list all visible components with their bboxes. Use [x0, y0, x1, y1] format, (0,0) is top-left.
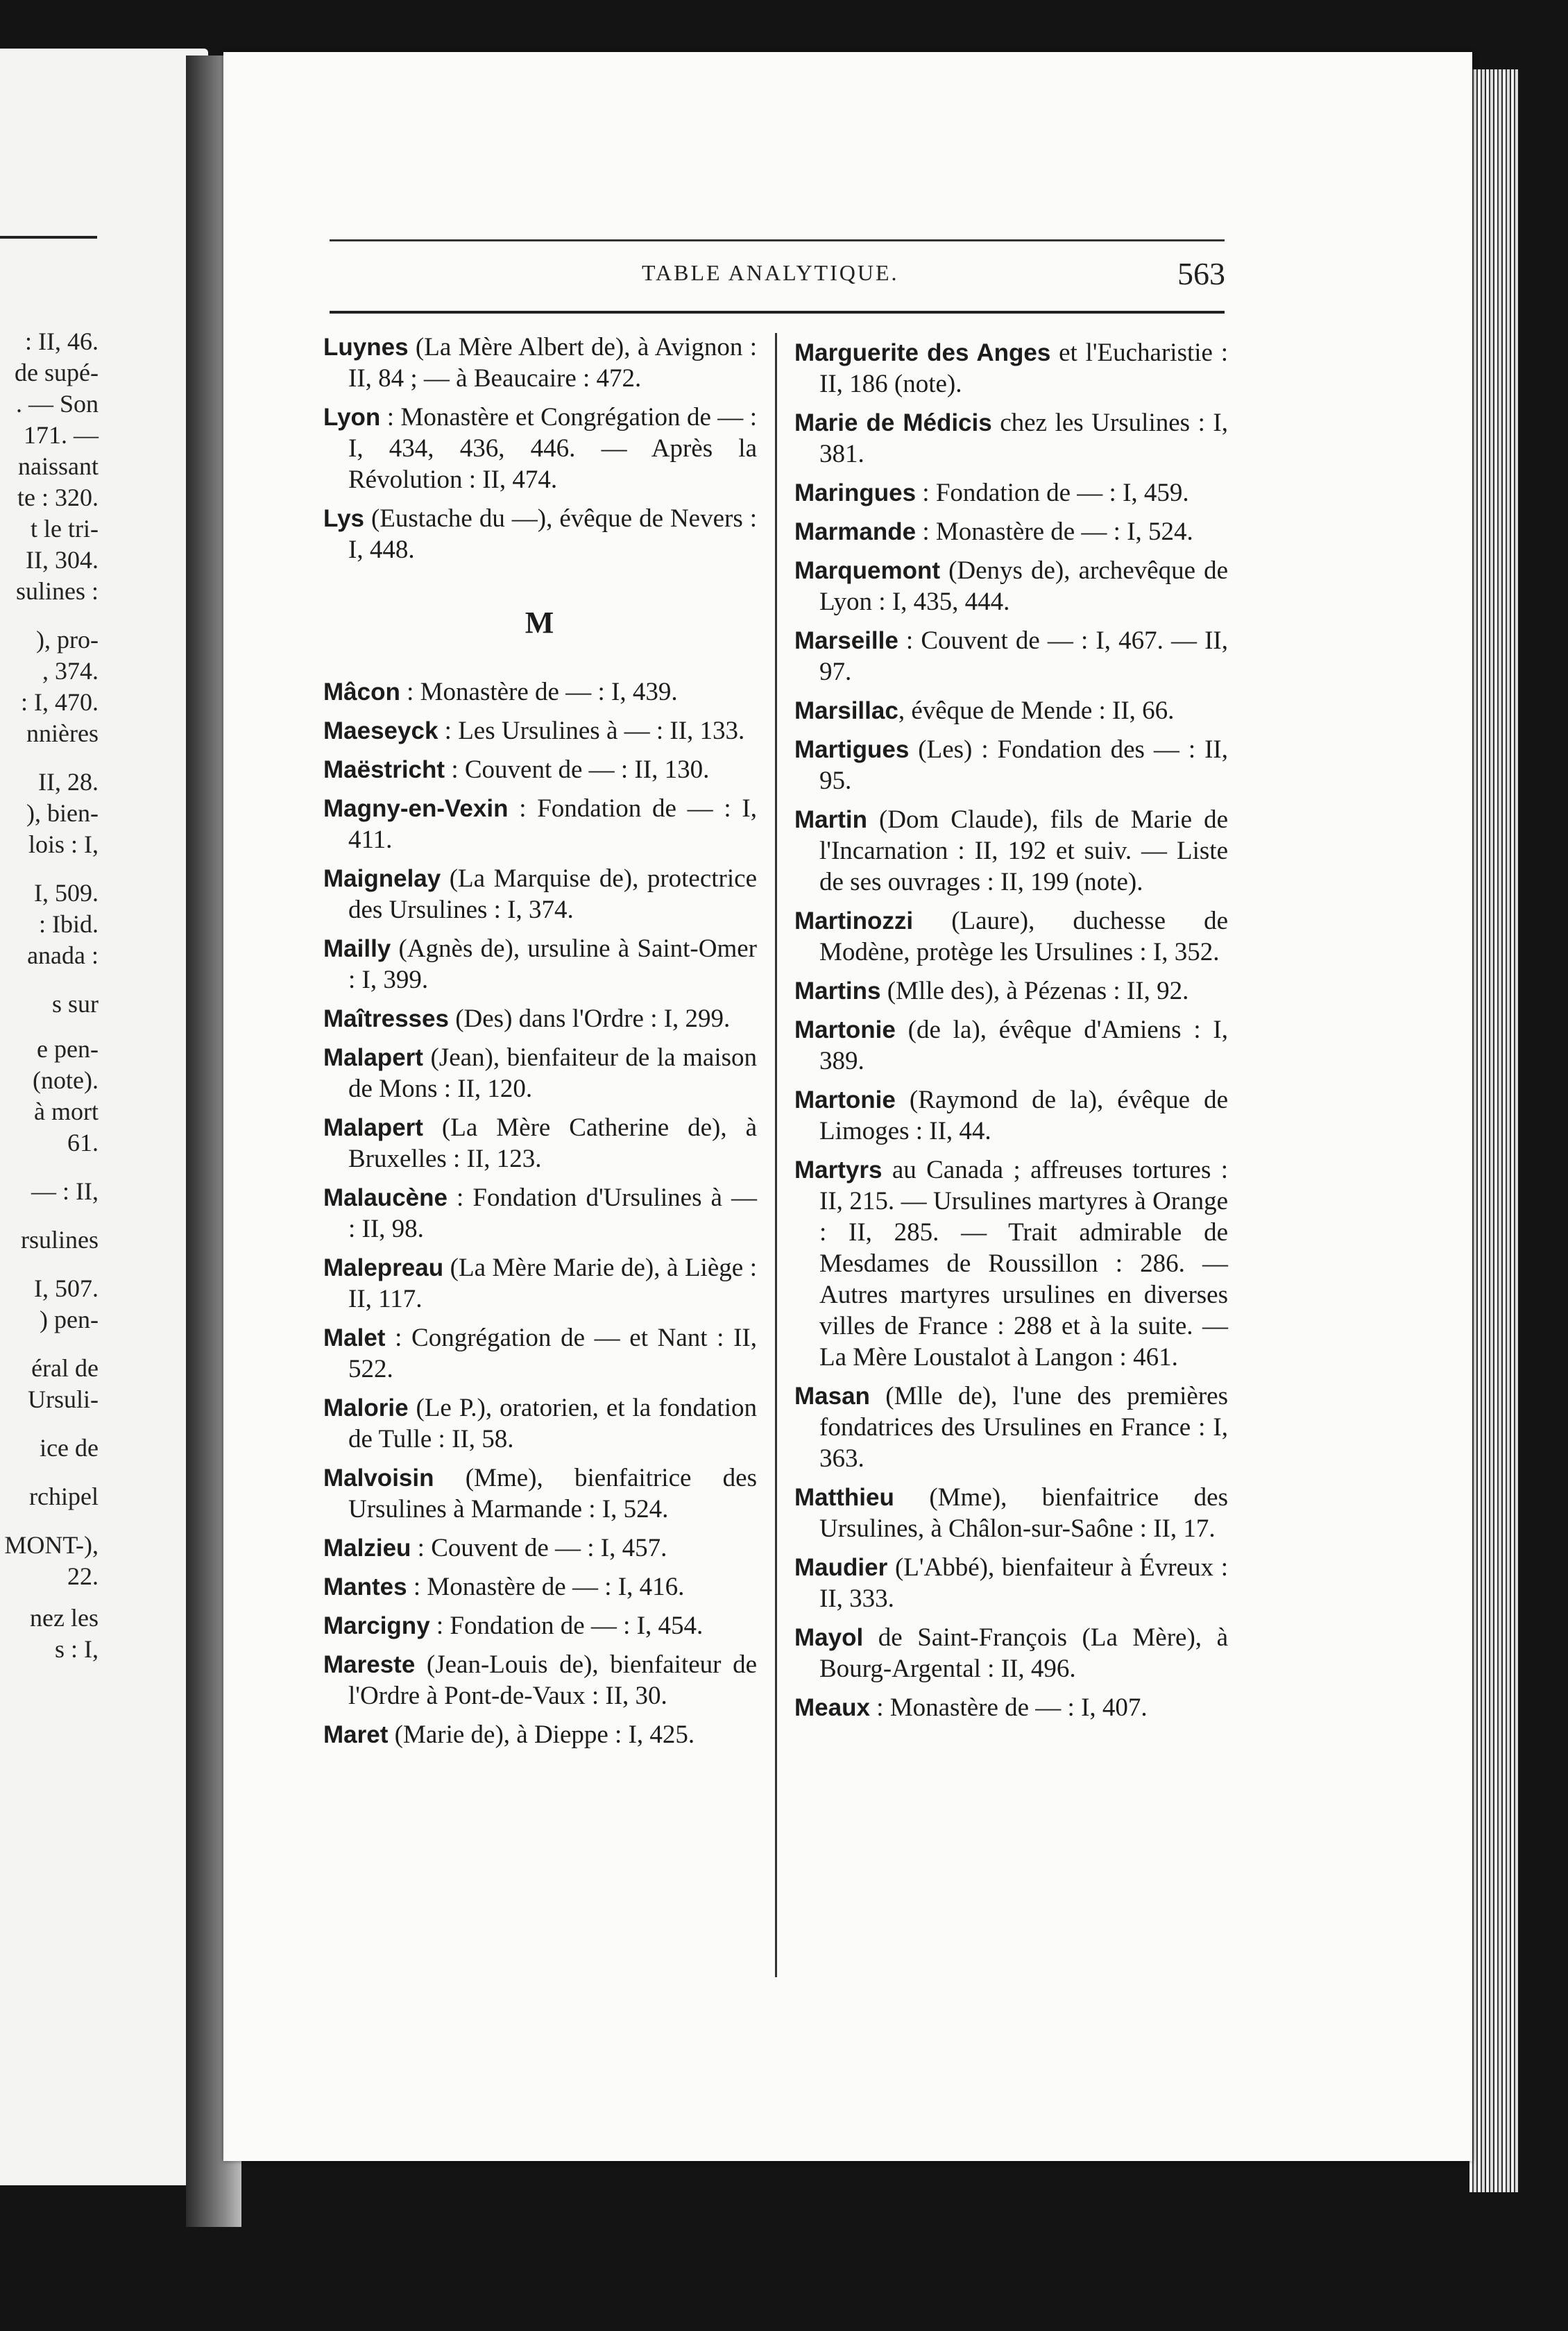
- header-rule-top: [330, 239, 1225, 241]
- left-margin-fragment: lois : I,: [28, 830, 99, 858]
- entry-body: : Les Ursulines à — : II, 133.: [438, 717, 745, 745]
- entry-body: : Monastère de — : I, 407.: [869, 1693, 1148, 1722]
- page-edges: [1469, 69, 1518, 2192]
- left-margin-fragment: II, 28.: [38, 768, 99, 796]
- entry-body: : Fondation de — : I, 459.: [916, 479, 1189, 507]
- entry-body: (Le P.), oratorien, et la fondation de Tulle : II, 58.: [348, 1394, 757, 1453]
- index-entry: [323, 754, 757, 785]
- index-entry: [794, 516, 1228, 547]
- entry-heading: Maudier: [794, 1554, 888, 1581]
- entry-body: (Raymond de la), évêque de Limoges : II, 44.: [819, 1086, 1228, 1145]
- left-margin-fragment: e pen-: [37, 1035, 99, 1063]
- entry-heading: Marquemont: [794, 557, 940, 584]
- index-entry: [323, 402, 757, 495]
- left-margin-fragment: naissant: [18, 452, 99, 480]
- entry-body: et l'Eucharistie : II, 186 (note).: [819, 339, 1228, 398]
- left-margin-fragment: rsulines: [21, 1226, 99, 1254]
- left-margin-fragment: ), pro-: [36, 626, 99, 654]
- left-margin-fragment: : I, 470.: [21, 688, 99, 716]
- left-margin-fragment: ), bien-: [26, 799, 99, 827]
- entry-body: : Monastère de — : I, 439.: [400, 678, 678, 706]
- left-margin-fragment: à mort: [34, 1098, 99, 1125]
- index-entry: [323, 1719, 757, 1750]
- running-header-title: TABLE ANALYTIQUE.: [642, 260, 899, 285]
- entry-heading: Lyon: [323, 404, 381, 431]
- entry-heading: Malapert: [323, 1044, 423, 1071]
- index-entry: [794, 1381, 1228, 1474]
- entry-heading: Maringues: [794, 479, 917, 506]
- entry-body: : Couvent de — : I, 467. — II, 97.: [819, 626, 1228, 686]
- entry-heading: Martinozzi: [794, 907, 914, 934]
- right-entries: [794, 337, 1228, 1723]
- index-entry: [794, 1552, 1228, 1614]
- entry-body: chez les Ursulines : I, 381.: [819, 409, 1228, 468]
- entry-body: (Jean), bienfaiteur de la maison de Mons : II, 120.: [348, 1043, 757, 1103]
- index-entry: [323, 1182, 757, 1245]
- index-entry: [323, 1003, 757, 1034]
- left-margin-fragment: 22.: [67, 1562, 99, 1590]
- entries-before-section: [323, 332, 757, 565]
- entry-heading: Marseille: [794, 627, 898, 654]
- entry-heading: Mareste: [323, 1651, 416, 1678]
- entry-body: (Les) : Fondation des — : II, 95.: [819, 735, 1228, 795]
- entry-body: (La Marquise de), protectrice des Ursulines : I, 374.: [348, 864, 757, 924]
- entry-heading: Mantes: [323, 1573, 407, 1600]
- left-margin-fragment: nnières: [26, 719, 99, 747]
- entry-heading: Malapert: [323, 1114, 423, 1141]
- index-entry: [323, 1392, 757, 1455]
- entry-body: (Eustache du —), évêque de Nevers : I, 448.: [348, 504, 757, 564]
- entry-body: (Marie de), à Dieppe : I, 425.: [388, 1720, 695, 1749]
- left-margin-fragment: de supé-: [15, 359, 99, 386]
- entry-heading: Marmande: [794, 518, 917, 545]
- entry-body: (Des) dans l'Ordre : I, 299.: [448, 1005, 731, 1033]
- index-entry: [323, 1252, 757, 1315]
- index-entry: [323, 1322, 757, 1385]
- index-entry: [794, 1084, 1228, 1147]
- entry-body: : Fondation de — : I, 454.: [429, 1612, 704, 1640]
- entry-heading: Malorie: [323, 1394, 409, 1421]
- entry-body: (Jean-Louis de), bienfaiteur de l'Ordre à Pont-de-Vaux : II, 30.: [348, 1650, 757, 1710]
- left-margin-fragment: , 374.: [42, 657, 99, 685]
- entry-heading: Maret: [323, 1721, 389, 1748]
- left-margin-fragment: Ursuli-: [28, 1385, 99, 1413]
- index-entry: [323, 676, 757, 708]
- entry-body: de Saint-François (La Mère), à Bourg-Argental : II, 496.: [819, 1623, 1228, 1683]
- entry-body: (Mlle de), l'une des premières fondatrices des Ursulines en France : I, 363.: [819, 1382, 1228, 1473]
- index-entry: [794, 734, 1228, 796]
- left-margin-fragment: nez les: [30, 1604, 99, 1632]
- entry-heading: Malzieu: [323, 1535, 411, 1562]
- page-number: 563: [1177, 256, 1225, 291]
- left-margin-fragment: s : I,: [55, 1635, 99, 1663]
- entry-heading: Marcigny: [323, 1612, 430, 1639]
- entry-heading: Matthieu: [794, 1484, 894, 1511]
- entry-heading: Malet: [323, 1324, 386, 1351]
- header-rule-bottom: [330, 311, 1225, 314]
- entry-heading: Lys: [323, 505, 365, 532]
- left-margin-fragment: II, 304.: [26, 546, 99, 574]
- index-entry: [323, 332, 757, 394]
- entry-heading: Marie de Médicis: [794, 409, 992, 436]
- entry-body: (La Mère Marie de), à Liège : II, 117.: [348, 1254, 757, 1313]
- left-margin-fragment: ice de: [40, 1434, 99, 1462]
- index-entry: [794, 1014, 1228, 1077]
- entry-body: : Monastère de — : I, 416.: [407, 1573, 685, 1601]
- entry-body: : Couvent de — : I, 457.: [411, 1534, 667, 1562]
- entry-heading: Martin: [794, 806, 867, 833]
- entry-body: (La Mère Catherine de), à Bruxelles : II, 123.: [348, 1113, 757, 1173]
- left-margin-fragment: s sur: [51, 990, 99, 1018]
- left-margin-fragment: — : II,: [31, 1177, 99, 1205]
- left-margin-fragment: rchipel: [29, 1483, 99, 1510]
- entry-body: , évêque de Mende : II, 66.: [898, 697, 1175, 725]
- entry-heading: Masan: [794, 1383, 870, 1410]
- entry-body: (Mlle des), à Pézenas : II, 92.: [880, 977, 1189, 1005]
- section-letter: M: [525, 606, 556, 640]
- entry-heading: Marguerite des Anges: [794, 339, 1051, 366]
- entries-after-section: [323, 676, 757, 1750]
- left-margin-fragment: : Ibid.: [39, 910, 99, 938]
- entry-body: : Monastère et Congrégation de — : I, 434, 436, 446. — Après la Révolution : II, 474.: [348, 403, 757, 494]
- index-entry: [794, 1482, 1228, 1544]
- entry-heading: Mailly: [323, 935, 391, 962]
- entry-body: (L'Abbé), bienfaiteur à Évreux : II, 333.: [819, 1553, 1228, 1613]
- left-margin-fragment: sulines :: [15, 577, 99, 605]
- entry-heading: Martyrs: [794, 1156, 883, 1184]
- entry-heading: Malvoisin: [323, 1465, 434, 1492]
- entry-heading: Magny-en-Vexin: [323, 795, 509, 822]
- left-margin-fragment: I, 509.: [34, 879, 99, 907]
- index-entry: [323, 863, 757, 925]
- index-entry: [794, 975, 1228, 1007]
- index-entry: [794, 804, 1228, 898]
- entry-heading: Malaucène: [323, 1184, 448, 1211]
- entry-body: : Fondation d'Ursulines à — : II, 98.: [348, 1184, 757, 1243]
- entry-body: (Laure), duchesse de Modène, protège les Ursulines : I, 352.: [819, 907, 1228, 966]
- index-entry: [323, 1649, 757, 1711]
- entry-body: : Congrégation de — et Nant : II, 522.: [348, 1324, 757, 1383]
- left-margin-fragment: t le tri-: [31, 515, 99, 543]
- left-margin-fragment: (note).: [33, 1066, 99, 1094]
- index-entry: [323, 1112, 757, 1175]
- index-entry: [323, 1610, 757, 1641]
- left-page-rule: [0, 236, 97, 239]
- right-column: [794, 337, 1228, 1731]
- index-entry: [323, 503, 757, 565]
- entry-body: (Mme), bienfaitrice des Ursulines à Marmande : I, 524.: [348, 1464, 757, 1523]
- left-margin-fragment: ) pen-: [40, 1306, 99, 1333]
- index-entry: [794, 337, 1228, 400]
- entry-heading: Maeseyck: [323, 717, 438, 744]
- column-divider: [775, 333, 777, 1977]
- index-entry: [794, 1692, 1228, 1723]
- entry-body: : Couvent de — : II, 130.: [445, 755, 710, 784]
- index-entry: [323, 933, 757, 996]
- entry-heading: Luynes: [323, 334, 409, 361]
- left-margin-fragment: 171. —: [24, 421, 99, 449]
- entry-heading: Martigues: [794, 736, 910, 763]
- index-entry: [323, 793, 757, 855]
- index-entry: [794, 1154, 1228, 1373]
- entry-heading: Meaux: [794, 1694, 870, 1721]
- entry-heading: Malepreau: [323, 1254, 444, 1281]
- entry-heading: Martonie: [794, 1016, 896, 1043]
- entry-body: (Dom Claude), fils de Marie de l'Incarnation : II, 192 et suiv. — Liste de ses ouvrages : II, 199 (note).: [819, 805, 1228, 896]
- index-entry: [794, 1622, 1228, 1684]
- entry-heading: Maîtresses: [323, 1005, 449, 1032]
- index-entry: [794, 695, 1228, 726]
- left-page: [0, 49, 208, 2185]
- entry-heading: Mayol: [794, 1624, 864, 1651]
- index-entry: [794, 625, 1228, 688]
- entry-body: (La Mère Albert de), à Avignon : II, 84 ; — à Beaucaire : 472.: [348, 333, 757, 393]
- entry-heading: Martonie: [794, 1086, 896, 1113]
- entry-body: (Mme), bienfaitrice des Ursulines, à Châlon-sur-Saône : II, 17.: [819, 1483, 1228, 1543]
- index-entry: [323, 1462, 757, 1525]
- entry-body: : Fondation de — : I, 411.: [348, 794, 757, 854]
- index-entry: [323, 715, 757, 746]
- left-margin-fragment: . — Son: [15, 390, 99, 418]
- entry-heading: Mâcon: [323, 678, 400, 706]
- left-margin-fragment: : II, 46.: [25, 327, 99, 355]
- index-entry: [323, 1571, 757, 1603]
- left-margin-fragment: éral de: [31, 1354, 99, 1382]
- left-margin-fragment: MONT-),: [4, 1531, 99, 1559]
- left-column: [323, 332, 757, 1758]
- index-entry: [323, 1042, 757, 1104]
- entry-heading: Maignelay: [323, 865, 441, 892]
- entry-body: (Agnès de), ursuline à Saint-Omer : I, 399.: [348, 934, 757, 994]
- entry-body: (Denys de), archevêque de Lyon : I, 435, 444.: [819, 556, 1228, 616]
- index-entry: [794, 905, 1228, 968]
- entry-body: (de la), évêque d'Amiens : I, 389.: [819, 1016, 1228, 1075]
- left-margin-fragment: te : 320.: [17, 484, 99, 511]
- entry-heading: Martins: [794, 977, 881, 1005]
- index-entry: [323, 1532, 757, 1564]
- entry-heading: Marsillac: [794, 697, 898, 724]
- index-entry: [794, 477, 1228, 509]
- left-margin-fragment: anada :: [27, 941, 99, 969]
- entry-body: au Canada ; affreuses tortures : II, 215. — Ursulines martyres à Orange : II, 285. — Trait admirable de Mesdames de Roussillon : 286. — Autres martyres ursulines en diverses villes de France : 288 et à la suite. — La Mère Loustalot à Langon : 461.: [819, 1156, 1228, 1372]
- left-margin-fragment: I, 507.: [34, 1274, 99, 1302]
- entry-body: : Monastère de — : I, 524.: [916, 518, 1193, 546]
- left-margin-fragment: 61.: [67, 1129, 99, 1156]
- entry-heading: Maëstricht: [323, 756, 445, 783]
- index-entry: [794, 407, 1228, 470]
- index-entry: [794, 555, 1228, 617]
